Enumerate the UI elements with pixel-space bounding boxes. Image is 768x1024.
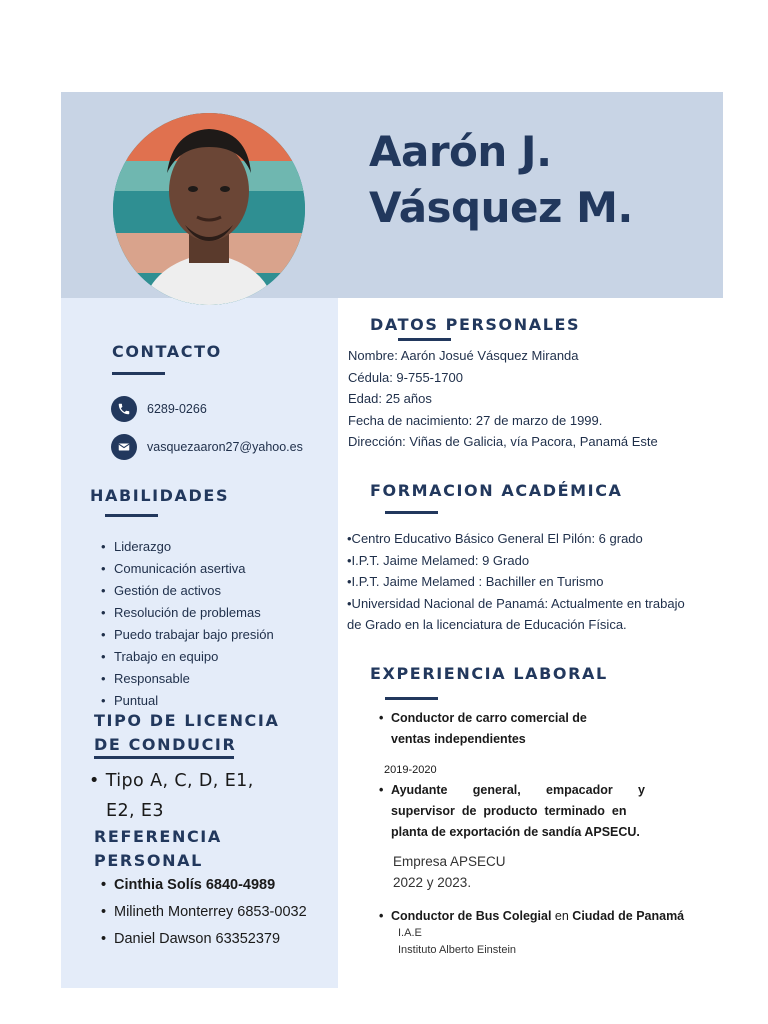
job-2-company: Empresa APSECU <box>393 854 506 869</box>
list-item: • Puntual <box>101 690 274 712</box>
phone-icon <box>111 396 137 422</box>
list-item: • Puedo trabajar bajo presión <box>101 624 274 646</box>
skills-heading: HABILIDADES <box>90 486 230 505</box>
experience-rule <box>385 697 438 700</box>
license-heading-line-1: TIPO DE LICENCIA <box>94 711 280 730</box>
education-line: •I.P.T. Jaime Melamed: 9 Grado <box>347 552 530 568</box>
job-2-period: 2022 y 2023. <box>393 875 472 890</box>
job-3-org-short: I.A.E <box>398 927 422 939</box>
personal-line: Dirección: Viñas de Galicia, vía Pacora, Panamá Este <box>348 434 658 449</box>
personal-line: Nombre: Aarón Josué Vásquez Miranda <box>348 348 579 363</box>
education-line: •Universidad Nacional de Panamá: Actualmente en trabajo <box>347 595 685 611</box>
job-bullet: • <box>379 783 384 797</box>
job-3-title <box>391 906 711 927</box>
list-item: • Daniel Dawson 63352379 <box>101 926 307 953</box>
personal-details <box>348 345 658 453</box>
personal-heading: DATOS PERSONALES <box>370 315 581 334</box>
job-2-word: general, <box>472 783 521 797</box>
mail-icon <box>111 434 137 460</box>
contact-heading: CONTACTO <box>112 342 222 361</box>
list-item: • Responsable <box>101 668 274 690</box>
list-item: • Liderazgo <box>101 536 274 558</box>
list-item: • Trabajo en equipo <box>101 646 274 668</box>
personal-line: Cédula: 9-755-1700 <box>348 369 463 385</box>
job-bullet: • <box>379 711 384 725</box>
list-item: • Cinthia Solís 6840-4989 <box>101 872 307 899</box>
references-list <box>101 872 307 953</box>
skills-rule <box>105 514 158 517</box>
contact-phone-row[interactable] <box>111 396 207 422</box>
list-item: • Comunicación asertiva <box>101 558 274 580</box>
profile-photo <box>113 113 305 305</box>
list-item: • Gestión de activos <box>101 580 274 602</box>
list-item: • Resolución de problemas <box>101 602 274 624</box>
education-heading: FORMACION ACADÉMICA <box>370 481 623 500</box>
name-line-2: Vásquez M. <box>369 183 633 232</box>
job-2 <box>379 780 645 843</box>
job-3 <box>379 906 711 927</box>
references-heading-line-1: REFERENCIA <box>94 827 222 846</box>
education-line: de Grado en la licenciatura de Educación Física. <box>347 617 627 632</box>
education-rule <box>385 511 438 514</box>
job-bullet: • <box>379 909 384 923</box>
phone-number: 6289-0266 <box>147 402 207 416</box>
contact-email-row[interactable] <box>111 434 303 460</box>
license-bullet: • <box>89 771 106 791</box>
job-2-line-1 <box>391 780 645 801</box>
job-2-company-block <box>393 851 506 893</box>
experience-heading: EXPERIENCIA LABORAL <box>370 664 608 683</box>
job-3-org-block <box>398 925 516 959</box>
email-address: vasquezaaron27@yahoo.es <box>147 440 303 454</box>
full-name <box>369 124 709 236</box>
job-2-word: y <box>638 783 645 797</box>
list-item: • Milineth Monterrey 6853-0032 <box>101 899 307 926</box>
skills-list <box>101 536 274 712</box>
job-1-line-1: Conductor de carro comercial de <box>391 711 587 725</box>
personal-line: Fecha de nacimiento: 27 de marzo de 1999. <box>348 412 603 428</box>
education-list <box>347 528 717 636</box>
job-2-word: Ayudante <box>391 783 448 797</box>
job-1-line-2: ventas independientes <box>391 732 526 746</box>
job-2-word: empacador <box>546 783 613 797</box>
education-line: •Centro Educativo Básico General El Pilón: 6 grado <box>347 531 643 546</box>
job-3-title-sep: en <box>551 909 573 923</box>
education-line: •I.P.T. Jaime Melamed : Bachiller en Turismo <box>347 574 604 589</box>
job-2-years: 2019-2020 <box>384 764 437 776</box>
name-line-1: Aarón J. <box>369 127 552 176</box>
job-3-org-full: Instituto Alberto Einstein <box>398 944 517 956</box>
job-3-title-city: Ciudad de Panamá <box>572 909 685 923</box>
personal-line: Edad: 25 años <box>348 391 432 406</box>
personal-rule <box>398 338 451 341</box>
license-heading-line-2: DE CONDUCIR <box>94 735 237 754</box>
contact-rule <box>112 372 165 375</box>
job-1 <box>379 708 691 750</box>
job-2-line-3: planta de exportación de sandía APSECU. <box>391 825 640 839</box>
references-heading-line-2: PERSONAL <box>94 851 203 870</box>
license-types <box>89 766 254 826</box>
license-rule <box>94 756 234 759</box>
job-3-title-role: Conductor de Bus Colegial <box>391 909 552 923</box>
license-value-line-2: E2, E3 <box>106 801 164 821</box>
license-value-line-1: Tipo A, C, D, E1, <box>105 771 254 791</box>
job-2-line-2: supervisor de producto terminado en <box>391 804 627 818</box>
